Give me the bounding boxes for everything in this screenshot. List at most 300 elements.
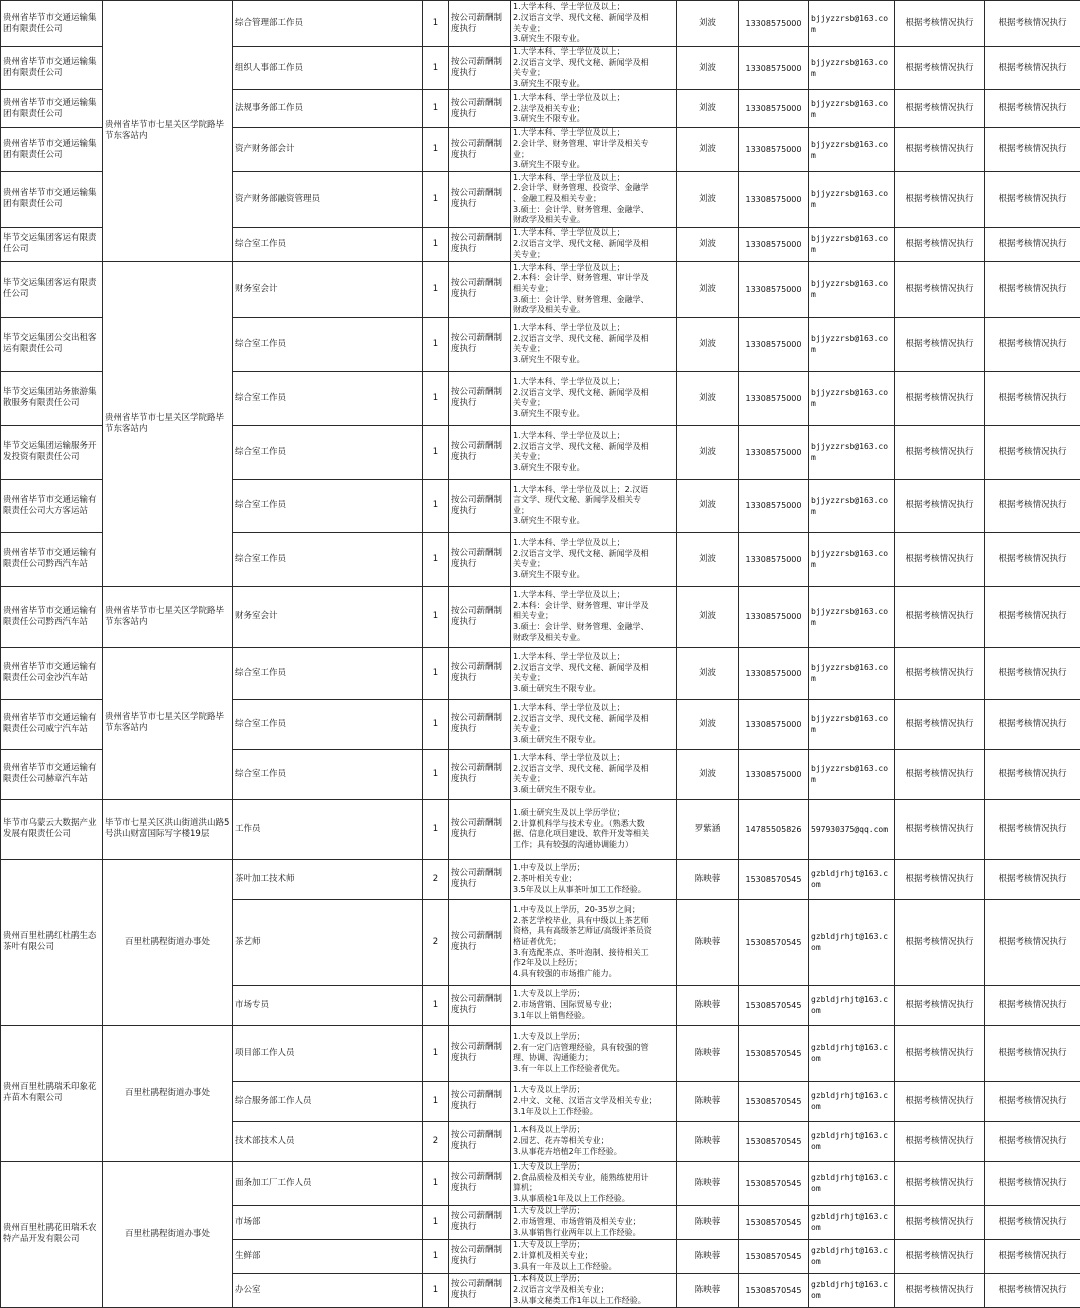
remark-cell: 根据考核情况执行: [985, 47, 1080, 90]
count-cell: 1: [423, 317, 449, 371]
contact-cell: 刘波: [677, 647, 739, 699]
remark-cell: 根据考核情况执行: [985, 479, 1080, 532]
count-cell: 1: [423, 647, 449, 699]
position-cell: 茶叶加工技术师: [233, 859, 423, 899]
remark-cell: 根据考核情况执行: [895, 699, 985, 749]
remark-cell: 根据考核情况执行: [985, 425, 1080, 479]
remark-cell: 根据考核情况执行: [895, 586, 985, 647]
contact-cell: 陈映蓉: [677, 1025, 739, 1081]
count-cell: 2: [423, 899, 449, 985]
position-cell: 综合室工作员: [233, 371, 423, 425]
requirement-line: 关专业；: [513, 250, 675, 261]
requirement-line: 关专业；: [513, 724, 675, 735]
remark-cell: 根据考核情况执行: [985, 1161, 1080, 1205]
requirement-line: 2.食品质检及相关专业，能熟练使用计: [513, 1173, 675, 1184]
email-cell: bjjyzzrsb@163.com: [809, 699, 895, 749]
count-cell: 2: [423, 859, 449, 899]
phone-cell: 13308575000: [739, 647, 809, 699]
requirements-cell: [511, 261, 677, 317]
requirement-line: 、金融工程及相关专业；: [513, 194, 675, 205]
contact-cell: 陈映蓉: [677, 1121, 739, 1161]
position-cell: 办公室: [233, 1273, 423, 1307]
remark-cell: 根据考核情况执行: [985, 261, 1080, 317]
salary-cell: 按公司薪酬制度执行: [449, 532, 511, 586]
count-cell: 1: [423, 1273, 449, 1307]
count-cell: 1: [423, 171, 449, 227]
requirements-cell: [511, 1239, 677, 1273]
phone-cell: 13308575000: [739, 47, 809, 90]
count-cell: 1: [423, 261, 449, 317]
requirement-line: 资格，具有高级茶艺师证/高级评茶员资: [513, 926, 675, 937]
requirement-line: 2.计算机及相关专业；: [513, 1251, 675, 1262]
company-cell: 毕节交运集团客运有限责任公司: [1, 227, 103, 261]
company-cell: 贵州省毕节市交通运输有限责任公司金沙汽车站: [1, 647, 103, 699]
salary-cell: 按公司薪酬制度执行: [449, 317, 511, 371]
remark-cell: 根据考核情况执行: [985, 859, 1080, 899]
salary-cell: 按公司薪酬制度执行: [449, 799, 511, 859]
requirement-line: 2.汉语言文学、现代文秘、新闻学及相: [513, 239, 675, 250]
phone-cell: 13308575000: [739, 371, 809, 425]
requirements-cell: [511, 1025, 677, 1081]
requirement-line: 1.本科及以上学历；: [513, 1125, 675, 1136]
requirement-line: 1.大专及以上学历；: [513, 1206, 675, 1217]
remark-cell: 根据考核情况执行: [895, 479, 985, 532]
company-cell: 贵州省毕节市交通运输集团有限责任公司: [1, 1, 103, 47]
requirement-line: 2.会计学、财务管理、投资学、金融学: [513, 183, 675, 194]
salary-cell: 按公司薪酬制度执行: [449, 1273, 511, 1307]
email-cell: bjjyzzrsb@163.com: [809, 586, 895, 647]
remark-cell: 根据考核情况执行: [985, 317, 1080, 371]
requirement-line: 3.具有一年及以上工作经验。: [513, 1262, 675, 1273]
requirement-line: 1.大学本科、学士学位及以上；: [513, 93, 675, 104]
requirement-line: 1.硕士研究生及以上学历学位；: [513, 808, 675, 819]
email-cell: 597930375@qq.com: [809, 799, 895, 859]
requirements-cell: [511, 128, 677, 171]
email-cell: bjjyzzrsb@163.com: [809, 261, 895, 317]
count-cell: 1: [423, 90, 449, 128]
salary-cell: 按公司薪酬制度执行: [449, 47, 511, 90]
requirement-line: 3.从事销售行业两年以上工作经验。: [513, 1228, 675, 1239]
contact-cell: 陈映蓉: [677, 1239, 739, 1273]
salary-cell: 按公司薪酬制度执行: [449, 899, 511, 985]
requirement-line: 2.汉语言文学、现代文秘、新闻学及相: [513, 764, 675, 775]
phone-cell: 13308575000: [739, 749, 809, 799]
contact-cell: 刘波: [677, 261, 739, 317]
phone-cell: 15308570545: [739, 899, 809, 985]
company-cell: 贵州省毕节市交通运输有限责任公司黔西汽车站: [1, 586, 103, 647]
contact-cell: 陈映蓉: [677, 899, 739, 985]
requirements-cell: [511, 371, 677, 425]
requirement-line: 2.茶叶相关专业；: [513, 874, 675, 885]
count-cell: 1: [423, 1161, 449, 1205]
remark-cell: 根据考核情况执行: [895, 799, 985, 859]
location-cell: 百里杜鹃程街道办事处: [103, 1025, 233, 1161]
requirement-line: 3.1年及以上工作经验。: [513, 1107, 675, 1118]
remark-cell: 根据考核情况执行: [895, 371, 985, 425]
contact-cell: 刘波: [677, 479, 739, 532]
location-cell: 贵州省毕节市七星关区学院路毕节东客站内: [103, 261, 233, 586]
salary-cell: 按公司薪酬制度执行: [449, 1205, 511, 1239]
phone-cell: 15308570545: [739, 1161, 809, 1205]
position-cell: 法规事务部工作员: [233, 90, 423, 128]
requirement-line: 1.大学本科、学士学位及以上；: [513, 538, 675, 549]
remark-cell: 根据考核情况执行: [985, 699, 1080, 749]
requirement-line: 据、信息化项目建设、软件开发等相关: [513, 829, 675, 840]
position-cell: 资产财务部融资管理员: [233, 171, 423, 227]
salary-cell: 按公司薪酬制度执行: [449, 371, 511, 425]
contact-cell: 罗紫涵: [677, 799, 739, 859]
requirement-line: 2.汉语言文学、现代文秘、新闻学及相: [513, 334, 675, 345]
requirement-line: 格证者优先；: [513, 937, 675, 948]
phone-cell: 13308575000: [739, 171, 809, 227]
requirement-line: 1.大学本科、学士学位及以上；: [513, 590, 675, 601]
remark-cell: 根据考核情况执行: [895, 171, 985, 227]
requirement-line: 2.计算机科学与技术专业。（熟悉大数: [513, 819, 675, 830]
table-row: [1, 586, 1080, 647]
requirement-line: 算机；: [513, 1183, 675, 1194]
requirement-line: 关专业；: [513, 398, 675, 409]
company-cell: 贵州百里杜鹃红杜鹃生态茶叶有限公司: [1, 859, 103, 1025]
email-cell: bjjyzzrsb@163.com: [809, 227, 895, 261]
remark-cell: 根据考核情况执行: [985, 1, 1080, 47]
table-row: [1, 799, 1080, 859]
remark-cell: 根据考核情况执行: [895, 227, 985, 261]
requirement-line: 工作；具有较强的沟通协调能力）: [513, 840, 675, 851]
remark-cell: 根据考核情况执行: [985, 799, 1080, 859]
phone-cell: 13308575000: [739, 1, 809, 47]
requirements-cell: [511, 985, 677, 1025]
position-cell: 市场专员: [233, 985, 423, 1025]
requirement-line: 相关专业；: [513, 611, 675, 622]
requirement-line: 3.研究生不限专业。: [513, 516, 675, 527]
requirement-line: 3.硕士：会计学、财务管理、金融学、: [513, 295, 675, 306]
requirement-line: 3.从事花卉培植2年工作经验。: [513, 1147, 675, 1158]
count-cell: 1: [423, 1205, 449, 1239]
contact-cell: 陈映蓉: [677, 859, 739, 899]
table-row: [1, 1161, 1080, 1205]
remark-cell: 根据考核情况执行: [985, 1239, 1080, 1273]
requirement-line: 1.大专及以上学历；: [513, 1085, 675, 1096]
requirement-line: 3.有选配茶点、茶叶泡制、接待相关工: [513, 948, 675, 959]
requirements-cell: [511, 859, 677, 899]
remark-cell: 根据考核情况执行: [895, 128, 985, 171]
table-row: [1, 1, 1080, 47]
remark-cell: 根据考核情况执行: [895, 749, 985, 799]
remark-cell: 根据考核情况执行: [895, 1161, 985, 1205]
requirement-line: 1.中专及以上学历；: [513, 863, 675, 874]
salary-cell: 按公司薪酬制度执行: [449, 699, 511, 749]
phone-cell: 13308575000: [739, 532, 809, 586]
salary-cell: 按公司薪酬制度执行: [449, 261, 511, 317]
requirements-cell: [511, 90, 677, 128]
email-cell: bjjyzzrsb@163.com: [809, 90, 895, 128]
company-cell: 毕节交运集团客运有限责任公司: [1, 261, 103, 317]
requirements-cell: [511, 317, 677, 371]
remark-cell: 根据考核情况执行: [895, 899, 985, 985]
requirement-line: 2.有一定门店管理经验，具有较强的管: [513, 1043, 675, 1054]
count-cell: 1: [423, 985, 449, 1025]
requirements-cell: [511, 699, 677, 749]
requirement-line: 1.大学本科、学士学位及以上；: [513, 323, 675, 334]
phone-cell: 13308575000: [739, 425, 809, 479]
company-cell: 毕节交运集团站务旅游集散服务有限责任公司: [1, 371, 103, 425]
salary-cell: 按公司薪酬制度执行: [449, 128, 511, 171]
contact-cell: 刘波: [677, 90, 739, 128]
requirement-line: 言文学、现代文秘、新闻学及相关专: [513, 495, 675, 506]
salary-cell: 按公司薪酬制度执行: [449, 1081, 511, 1121]
count-cell: 1: [423, 532, 449, 586]
count-cell: 1: [423, 1, 449, 47]
requirement-line: 1.大学本科、学士学位及以上；: [513, 263, 675, 274]
count-cell: 1: [423, 479, 449, 532]
contact-cell: 刘波: [677, 532, 739, 586]
company-cell: 贵州省毕节市交通运输集团有限责任公司: [1, 171, 103, 227]
requirement-line: 1.本科及以上学历；: [513, 1274, 675, 1285]
requirement-line: 关专业；: [513, 344, 675, 355]
count-cell: 1: [423, 799, 449, 859]
count-cell: 1: [423, 47, 449, 90]
count-cell: 1: [423, 128, 449, 171]
requirement-line: 2.市场营销、国际贸易专业；: [513, 1000, 675, 1011]
count-cell: 1: [423, 1081, 449, 1121]
phone-cell: 13308575000: [739, 261, 809, 317]
requirement-line: 2.汉语言文学、现代文秘、新闻学及相: [513, 663, 675, 674]
requirements-cell: [511, 47, 677, 90]
company-cell: 贵州省毕节市交通运输集团有限责任公司: [1, 47, 103, 90]
count-cell: 1: [423, 699, 449, 749]
salary-cell: 按公司薪酬制度执行: [449, 90, 511, 128]
requirement-line: 2.本科：会计学、财务管理、审计学及: [513, 273, 675, 284]
contact-cell: 刘波: [677, 1, 739, 47]
position-cell: 综合室工作员: [233, 532, 423, 586]
requirement-line: 3.硕士：会计学、财务管理、金融学、: [513, 622, 675, 633]
requirement-line: 3.研究生不限专业。: [513, 355, 675, 366]
email-cell: bjjyzzrsb@163.com: [809, 479, 895, 532]
phone-cell: 13308575000: [739, 479, 809, 532]
company-cell: 贵州省毕节市交通运输集团有限责任公司: [1, 128, 103, 171]
email-cell: bjjyzzrsb@163.com: [809, 317, 895, 371]
requirement-line: 3.从事质检1年及以上工作经验。: [513, 1194, 675, 1205]
requirements-cell: [511, 171, 677, 227]
company-cell: 贵州省毕节市交通运输有限责任公司威宁汽车站: [1, 699, 103, 749]
contact-cell: 刘波: [677, 317, 739, 371]
requirement-line: 1.大学本科、学士学位及以上；: [513, 47, 675, 58]
remark-cell: 根据考核情况执行: [985, 532, 1080, 586]
salary-cell: 按公司薪酬制度执行: [449, 647, 511, 699]
requirement-line: 关专业；: [513, 673, 675, 684]
requirement-line: 2.汉语言文学、现代文秘、新闻学及相: [513, 13, 675, 24]
requirement-line: 2.本科：会计学、财务管理、审计学及: [513, 601, 675, 612]
requirements-cell: [511, 1273, 677, 1307]
table-body: [1, 1, 1080, 1308]
remark-cell: 根据考核情况执行: [985, 90, 1080, 128]
remark-cell: 根据考核情况执行: [895, 90, 985, 128]
position-cell: 综合室工作员: [233, 425, 423, 479]
requirements-cell: [511, 1081, 677, 1121]
email-cell: bjjyzzrsb@163.com: [809, 171, 895, 227]
company-cell: 毕节交运集团运输服务开发投资有限责任公司: [1, 425, 103, 479]
position-cell: 综合室工作员: [233, 749, 423, 799]
position-cell: 综合室工作员: [233, 479, 423, 532]
position-cell: 综合服务部工作人员: [233, 1081, 423, 1121]
remark-cell: 根据考核情况执行: [985, 985, 1080, 1025]
remark-cell: 根据考核情况执行: [895, 1273, 985, 1307]
remark-cell: 根据考核情况执行: [895, 647, 985, 699]
salary-cell: 按公司薪酬制度执行: [449, 479, 511, 532]
requirements-cell: [511, 1161, 677, 1205]
email-cell: gzbldjrhjt@163.com: [809, 1081, 895, 1121]
remark-cell: 根据考核情况执行: [985, 1025, 1080, 1081]
phone-cell: 15308570545: [739, 1121, 809, 1161]
phone-cell: 14785505826: [739, 799, 809, 859]
requirement-line: 业；: [513, 506, 675, 517]
contact-cell: 刘波: [677, 425, 739, 479]
phone-cell: 15308570545: [739, 1239, 809, 1273]
company-cell: 贵州省毕节市交通运输有限责任公司黔西汽车站: [1, 532, 103, 586]
contact-cell: 陈映蓉: [677, 1273, 739, 1307]
requirement-line: 相关专业；: [513, 284, 675, 295]
email-cell: gzbldjrhjt@163.com: [809, 1273, 895, 1307]
requirement-line: 2.中文、文秘、汉语言文学及相关专业；: [513, 1096, 675, 1107]
email-cell: gzbldjrhjt@163.com: [809, 1239, 895, 1273]
email-cell: bjjyzzrsb@163.com: [809, 1, 895, 47]
company-cell: 贵州百里杜鹃花田瑞禾农特产品开发有限公司: [1, 1161, 103, 1307]
remark-cell: 根据考核情况执行: [985, 227, 1080, 261]
requirement-line: 4.具有较强的市场推广能力。: [513, 969, 675, 980]
remark-cell: 根据考核情况执行: [895, 1121, 985, 1161]
requirement-line: 关专业；: [513, 24, 675, 35]
remark-cell: 根据考核情况执行: [895, 317, 985, 371]
location-cell: 毕节市七星关区洪山街道洪山路5号洪山财富国际写字楼19层: [103, 799, 233, 859]
contact-cell: 刘波: [677, 699, 739, 749]
contact-cell: 陈映蓉: [677, 985, 739, 1025]
requirement-line: 财政学及相关专业。: [513, 305, 675, 316]
requirement-line: 业；: [513, 150, 675, 161]
requirement-line: 2.汉语言文学、现代文秘、新闻学及相: [513, 714, 675, 725]
company-cell: 毕节市乌蒙云大数据产业发展有限责任公司: [1, 799, 103, 859]
position-cell: 综合室工作员: [233, 699, 423, 749]
company-cell: 贵州省毕节市交通运输有限责任公司大方客运站: [1, 479, 103, 532]
requirement-line: 1.大学本科、学士学位及以上；: [513, 173, 675, 184]
position-cell: 项目部工作人员: [233, 1025, 423, 1081]
requirements-cell: [511, 749, 677, 799]
contact-cell: 刘波: [677, 749, 739, 799]
company-cell: 贵州省毕节市交通运输有限责任公司赫章汽车站: [1, 749, 103, 799]
position-cell: 工作员: [233, 799, 423, 859]
requirement-line: 1.大学本科、学士学位及以上；: [513, 228, 675, 239]
email-cell: gzbldjrhjt@163.com: [809, 1161, 895, 1205]
phone-cell: 15308570545: [739, 859, 809, 899]
remark-cell: 根据考核情况执行: [985, 1121, 1080, 1161]
requirements-cell: [511, 1, 677, 47]
position-cell: 综合室工作员: [233, 317, 423, 371]
email-cell: bjjyzzrsb@163.com: [809, 532, 895, 586]
phone-cell: 13308575000: [739, 699, 809, 749]
requirement-line: 财政学及相关专业。: [513, 633, 675, 644]
contact-cell: 刘波: [677, 371, 739, 425]
company-cell: 贵州省毕节市交通运输集团有限责任公司: [1, 90, 103, 128]
requirement-line: 3.1年以上销售经验。: [513, 1011, 675, 1022]
requirement-line: 3.研究生不限专业。: [513, 409, 675, 420]
salary-cell: 按公司薪酬制度执行: [449, 586, 511, 647]
location-cell: 贵州省毕节市七星关区学院路毕节东客站内: [103, 1, 233, 262]
requirements-cell: [511, 425, 677, 479]
phone-cell: 13308575000: [739, 90, 809, 128]
remark-cell: 根据考核情况执行: [895, 985, 985, 1025]
requirement-line: 关专业；: [513, 559, 675, 570]
salary-cell: 按公司薪酬制度执行: [449, 985, 511, 1025]
requirements-cell: [511, 647, 677, 699]
requirement-line: 2.汉语言文学、现代文秘、新闻学及相: [513, 442, 675, 453]
requirement-line: 2.汉语言文学、现代文秘、新闻学及相: [513, 58, 675, 69]
requirement-line: 1.大学本科、学士学位及以上；: [513, 431, 675, 442]
email-cell: gzbldjrhjt@163.com: [809, 1121, 895, 1161]
requirement-line: 财政学及相关专业。: [513, 215, 675, 226]
salary-cell: 按公司薪酬制度执行: [449, 1121, 511, 1161]
remark-cell: 根据考核情况执行: [895, 532, 985, 586]
remark-cell: 根据考核情况执行: [985, 899, 1080, 985]
requirement-line: 1.大专及以上学历；: [513, 1032, 675, 1043]
remark-cell: 根据考核情况执行: [985, 128, 1080, 171]
requirement-line: 2.法学及相关专业；: [513, 104, 675, 115]
requirement-line: 1.大学本科、学士学位及以上；: [513, 377, 675, 388]
phone-cell: 15308570545: [739, 1205, 809, 1239]
remark-cell: 根据考核情况执行: [895, 425, 985, 479]
salary-cell: 按公司薪酬制度执行: [449, 859, 511, 899]
contact-cell: 刘波: [677, 586, 739, 647]
count-cell: 1: [423, 1239, 449, 1273]
requirement-line: 1.大学本科、学士学位及以上；: [513, 703, 675, 714]
position-cell: 综合室工作员: [233, 647, 423, 699]
remark-cell: 根据考核情况执行: [985, 171, 1080, 227]
requirement-line: 3.研究生不限专业。: [513, 570, 675, 581]
salary-cell: 按公司薪酬制度执行: [449, 1, 511, 47]
requirement-line: 2.茶艺学校毕业，具有中级以上茶艺师: [513, 916, 675, 927]
requirement-line: 2.汉语言文学及相关专业；: [513, 1285, 675, 1296]
company-cell: 毕节交运集团公交出租客运有限责任公司: [1, 317, 103, 371]
requirement-line: 2.会计学、财务管理、审计学及相关专: [513, 139, 675, 150]
count-cell: 1: [423, 227, 449, 261]
requirement-line: 3.硕士研究生不限专业。: [513, 684, 675, 695]
email-cell: gzbldjrhjt@163.com: [809, 1205, 895, 1239]
table-row: [1, 859, 1080, 899]
requirement-line: 3.硕士研究生不限专业。: [513, 735, 675, 746]
position-cell: 财务室会计: [233, 586, 423, 647]
requirement-line: 1.大专及以上学历；: [513, 989, 675, 1000]
position-cell: 综合管理部工作员: [233, 1, 423, 47]
requirement-line: 理、协调、沟通能力；: [513, 1053, 675, 1064]
remark-cell: 根据考核情况执行: [895, 1, 985, 47]
requirements-cell: [511, 1205, 677, 1239]
location-cell: 百里杜鹃程街道办事处: [103, 859, 233, 1025]
requirement-line: 1.大学本科、学士学位及以上；2.汉语: [513, 485, 675, 496]
requirement-line: 2.园艺、花卉等相关专业；: [513, 1136, 675, 1147]
email-cell: gzbldjrhjt@163.com: [809, 985, 895, 1025]
position-cell: 茶艺师: [233, 899, 423, 985]
phone-cell: 13308575000: [739, 586, 809, 647]
requirement-line: 3.有一年以上工作经验者优先。: [513, 1064, 675, 1075]
remark-cell: 根据考核情况执行: [985, 1205, 1080, 1239]
position-cell: 技术部技术人员: [233, 1121, 423, 1161]
contact-cell: 刘波: [677, 128, 739, 171]
salary-cell: 按公司薪酬制度执行: [449, 749, 511, 799]
count-cell: 1: [423, 371, 449, 425]
email-cell: bjjyzzrsb@163.com: [809, 47, 895, 90]
remark-cell: 根据考核情况执行: [895, 261, 985, 317]
requirement-line: 2.市场管理、市场营销及相关专业；: [513, 1217, 675, 1228]
requirements-cell: [511, 1121, 677, 1161]
requirement-line: 2.汉语言文学、现代文秘、新闻学及相: [513, 549, 675, 560]
